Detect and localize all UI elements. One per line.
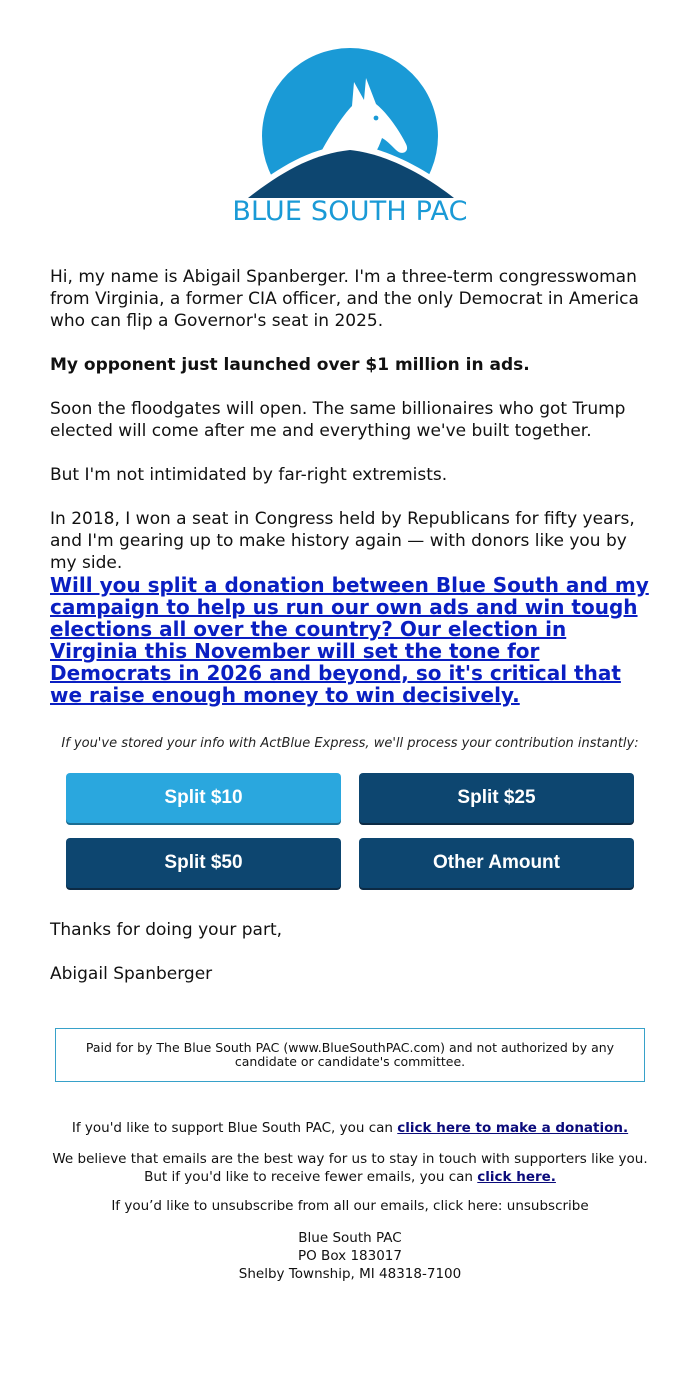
logo bbox=[0, 48, 700, 228]
signoff-name: Abigail Spanberger bbox=[50, 964, 213, 984]
fewer-emails-link[interactable]: click here. bbox=[477, 1169, 556, 1185]
paragraph-intro: Hi, my name is Abigail Spanberger. I'm a three-term congresswoman from Virginia, a former CIA officer, and the only Democrat in America who can flip a Governor's seat in 2025. bbox=[50, 267, 639, 331]
other-amount-button[interactable]: Other Amount bbox=[359, 838, 634, 888]
footer-support-text: If you'd like to support Blue South PAC, you can bbox=[71, 1120, 398, 1136]
paragraph-floodgates: Soon the floodgates will open. The same billionaires who got Trump elected will come after me and everything we've built together. bbox=[50, 399, 626, 441]
footer-unsubscribe-line bbox=[50, 1197, 650, 1215]
unsubscribe-link[interactable]: unsubscribe bbox=[506, 1198, 589, 1214]
address-org: Blue South PAC bbox=[298, 1230, 402, 1246]
paid-for-disclaimer bbox=[55, 1028, 645, 1082]
actblue-express-note: If you've stored your info with ActBlue Express, we'll process your contribution instantly: bbox=[61, 736, 639, 751]
paragraph-not-intimidated: But I'm not intimidated by far-right extremists. bbox=[50, 465, 448, 485]
logo-text: BLUE SOUTH PAC bbox=[232, 196, 468, 227]
mailing-address bbox=[50, 1229, 650, 1283]
footer-fewer-text: We believe that emails are the best way for us to stay in touch with supporters like you. But if you'd like to receive fewer emails, you can bbox=[52, 1151, 648, 1185]
paragraph-2018-win: In 2018, I won a seat in Congress held by Republicans for fifty years, and I'm gearing up to make history again — with donors like you by my side. bbox=[50, 509, 635, 573]
footer-unsubscribe-text: If you’d like to unsubscribe from all our emails, click here: bbox=[111, 1198, 507, 1214]
paragraph-opponent-ads: My opponent just launched over $1 million in ads. bbox=[50, 355, 530, 375]
split-50-button[interactable]: Split $50 bbox=[66, 838, 341, 888]
footer-support-line bbox=[50, 1119, 650, 1137]
split-10-button[interactable]: Split $10 bbox=[66, 773, 341, 823]
address-po-box: PO Box 183017 bbox=[298, 1248, 402, 1264]
signoff-thanks: Thanks for doing your part, bbox=[50, 920, 283, 940]
split-25-button[interactable]: Split $25 bbox=[359, 773, 634, 823]
disclaimer-text: Paid for by The Blue South PAC (www.BlueSouthPAC.com) and not authorized by any candidate or candidate's committee. bbox=[85, 1040, 615, 1069]
make-donation-link[interactable]: click here to make a donation. bbox=[397, 1120, 629, 1136]
split-donation-ask-link[interactable]: Will you split a donation between Blue South and my campaign to help us run our own ads and win tough elections all over the country? Our election in Virginia this November will set the tone for Democrats in 2026 and beyond, so it's critical that we raise enough money to win decisively. bbox=[50, 573, 649, 707]
footer-fewer-emails-line bbox=[50, 1150, 650, 1186]
donkey-logo-icon bbox=[240, 48, 460, 198]
address-city: Shelby Township, MI 48318-7100 bbox=[238, 1266, 462, 1282]
